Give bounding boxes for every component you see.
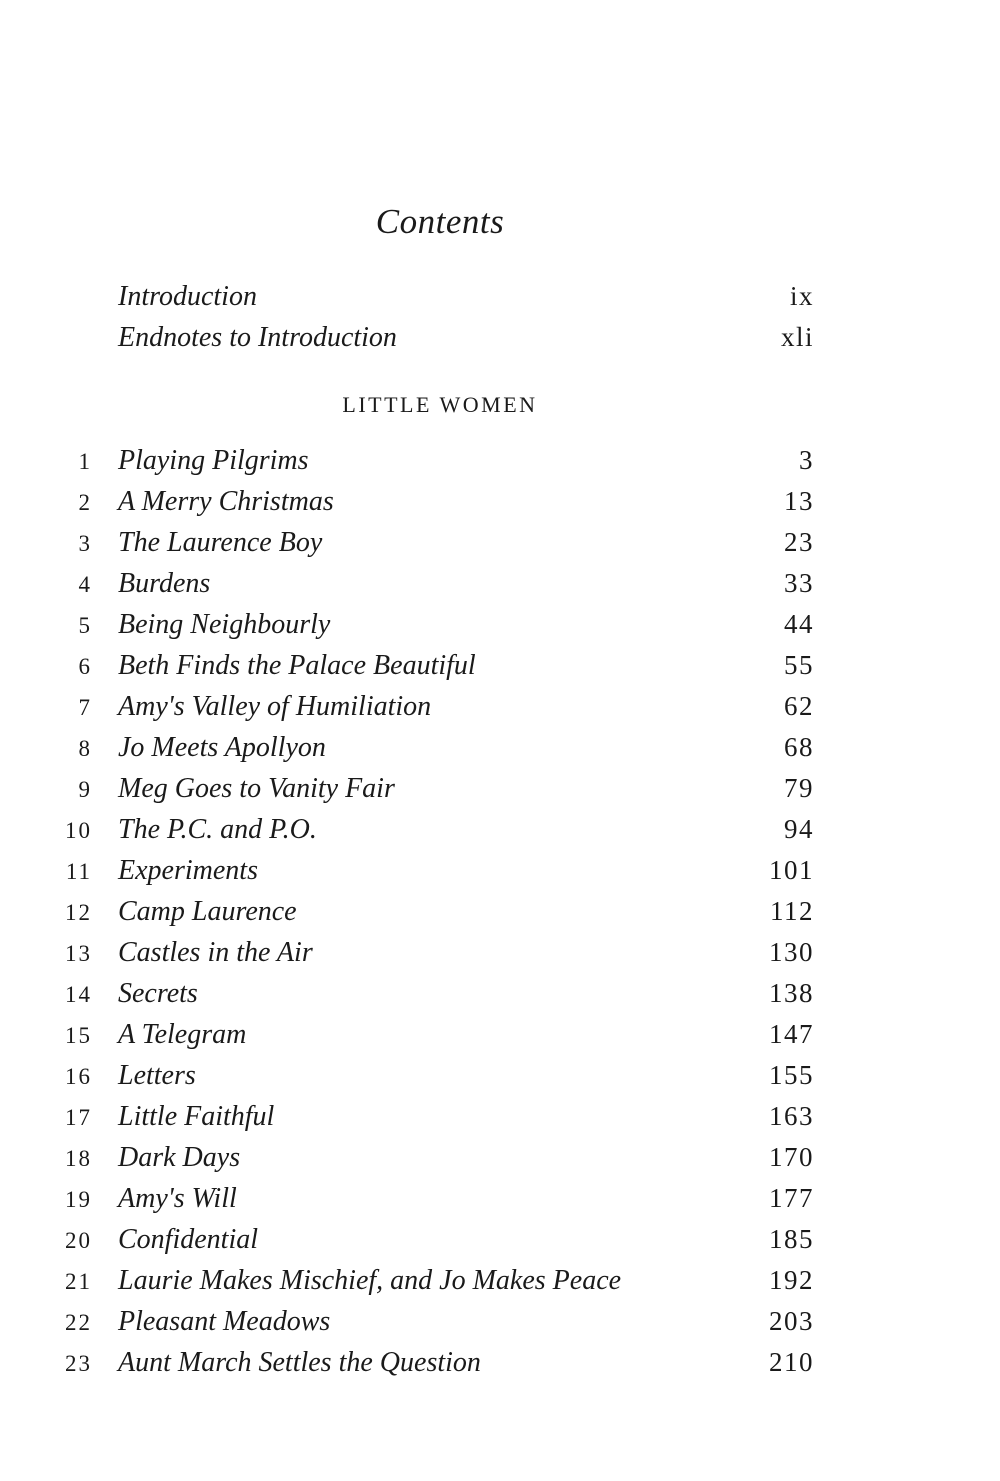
front-matter-page: ix (789, 281, 814, 311)
chapter-row[interactable] (0, 1219, 1000, 1260)
chapter-row[interactable] (0, 604, 1000, 645)
chapter-number: 2 (78, 490, 92, 515)
chapter-number: 3 (78, 531, 92, 556)
chapter-number: 10 (65, 818, 92, 843)
front-matter-title: Endnotes to Introduction (118, 322, 397, 353)
chapter-row[interactable] (0, 1301, 1000, 1342)
chapter-page: 130 (769, 937, 814, 967)
front-matter-title: Introduction (118, 281, 257, 312)
chapter-page: 155 (769, 1060, 814, 1090)
chapter-page: 3 (799, 445, 814, 475)
chapter-number: 23 (65, 1351, 92, 1376)
section-heading: LITTLE WOMEN (342, 392, 538, 417)
chapter-row[interactable] (0, 1096, 1000, 1137)
chapter-row[interactable] (0, 686, 1000, 727)
chapter-row[interactable] (0, 1137, 1000, 1178)
chapter-row[interactable] (0, 1178, 1000, 1219)
chapter-title: Burdens (118, 568, 211, 599)
chapter-number: 6 (78, 654, 92, 679)
chapter-number: 8 (78, 736, 92, 761)
chapter-title: The Laurence Boy (118, 527, 323, 558)
chapter-row[interactable] (0, 522, 1000, 563)
chapter-number: 4 (78, 572, 92, 597)
chapter-row[interactable] (0, 481, 1000, 522)
chapter-number: 11 (65, 859, 92, 884)
chapter-page: 170 (769, 1142, 814, 1172)
chapter-number: 22 (65, 1310, 92, 1335)
chapter-page: 163 (769, 1101, 814, 1131)
chapter-title: Amy's Will (118, 1183, 237, 1214)
chapter-row[interactable] (0, 973, 1000, 1014)
chapter-title: Confidential (118, 1224, 258, 1255)
front-matter-page: xli (780, 322, 814, 352)
chapter-number: 19 (65, 1187, 92, 1212)
chapter-row[interactable] (0, 891, 1000, 932)
chapter-title: Letters (118, 1060, 196, 1091)
chapter-page: 138 (769, 978, 814, 1008)
chapter-page: 185 (769, 1224, 814, 1254)
chapter-title: Camp Laurence (118, 896, 297, 927)
chapter-page: 33 (784, 568, 814, 598)
chapter-number: 5 (78, 613, 92, 638)
chapter-row[interactable] (0, 768, 1000, 809)
chapter-number: 16 (65, 1064, 92, 1089)
chapter-number: 9 (78, 777, 92, 802)
chapter-row[interactable] (0, 727, 1000, 768)
chapter-page: 112 (770, 896, 814, 926)
chapter-title: A Telegram (118, 1019, 247, 1050)
chapter-number: 15 (65, 1023, 92, 1048)
chapter-number: 20 (65, 1228, 92, 1253)
chapter-number: 12 (65, 900, 92, 925)
chapter-row[interactable] (0, 809, 1000, 850)
chapter-row[interactable] (0, 440, 1000, 481)
chapter-page: 94 (784, 814, 814, 844)
chapter-page: 68 (784, 732, 814, 762)
chapter-page: 79 (784, 773, 814, 803)
chapter-title: Castles in the Air (118, 937, 313, 968)
chapter-page: 23 (784, 527, 814, 557)
chapter-row[interactable] (0, 850, 1000, 891)
chapter-page: 13 (784, 486, 814, 516)
chapter-number: 17 (65, 1105, 92, 1130)
chapter-page: 62 (784, 691, 814, 721)
chapter-title: Dark Days (118, 1142, 241, 1173)
chapter-page: 192 (769, 1265, 814, 1295)
chapter-page: 203 (769, 1306, 814, 1336)
chapter-row[interactable] (0, 932, 1000, 973)
chapter-title: Secrets (118, 978, 198, 1009)
front-matter-row[interactable] (0, 276, 1000, 317)
chapter-title: Little Faithful (118, 1101, 275, 1132)
chapter-title: Pleasant Meadows (118, 1306, 331, 1337)
chapter-title: Experiments (118, 855, 258, 886)
chapter-number: 13 (65, 941, 92, 966)
chapter-title: Being Neighbourly (118, 609, 331, 640)
chapter-page: 177 (769, 1183, 814, 1213)
chapter-page: 55 (784, 650, 814, 680)
chapter-page: 210 (769, 1347, 814, 1377)
chapter-row[interactable] (0, 563, 1000, 604)
chapter-title: Aunt March Settles the Question (118, 1347, 481, 1378)
chapter-title: Amy's Valley of Humiliation (118, 691, 432, 722)
chapter-row[interactable] (0, 1055, 1000, 1096)
chapter-number: 1 (78, 449, 92, 474)
chapter-page: 44 (784, 609, 814, 639)
front-matter-row[interactable] (0, 317, 1000, 358)
page-title: Contents (375, 202, 505, 241)
chapter-number: 14 (65, 982, 92, 1007)
chapter-title: A Merry Christmas (118, 486, 334, 517)
chapter-title: Jo Meets Apollyon (118, 732, 326, 763)
chapter-row[interactable] (0, 1014, 1000, 1055)
chapter-title: Meg Goes to Vanity Fair (118, 773, 395, 804)
chapter-row[interactable] (0, 1342, 1000, 1383)
chapter-row[interactable] (0, 645, 1000, 686)
chapter-number: 21 (65, 1269, 92, 1294)
chapter-number: 18 (65, 1146, 92, 1171)
chapter-title: The P.C. and P.O. (118, 814, 317, 845)
chapter-title: Beth Finds the Palace Beautiful (118, 650, 476, 681)
chapter-page: 101 (769, 855, 814, 885)
chapter-title: Playing Pilgrims (118, 445, 309, 476)
chapter-row[interactable] (0, 1260, 1000, 1301)
chapter-title: Laurie Makes Mischief, and Jo Makes Peace (118, 1265, 622, 1296)
chapter-page: 147 (769, 1019, 814, 1049)
chapter-number: 7 (78, 695, 92, 720)
